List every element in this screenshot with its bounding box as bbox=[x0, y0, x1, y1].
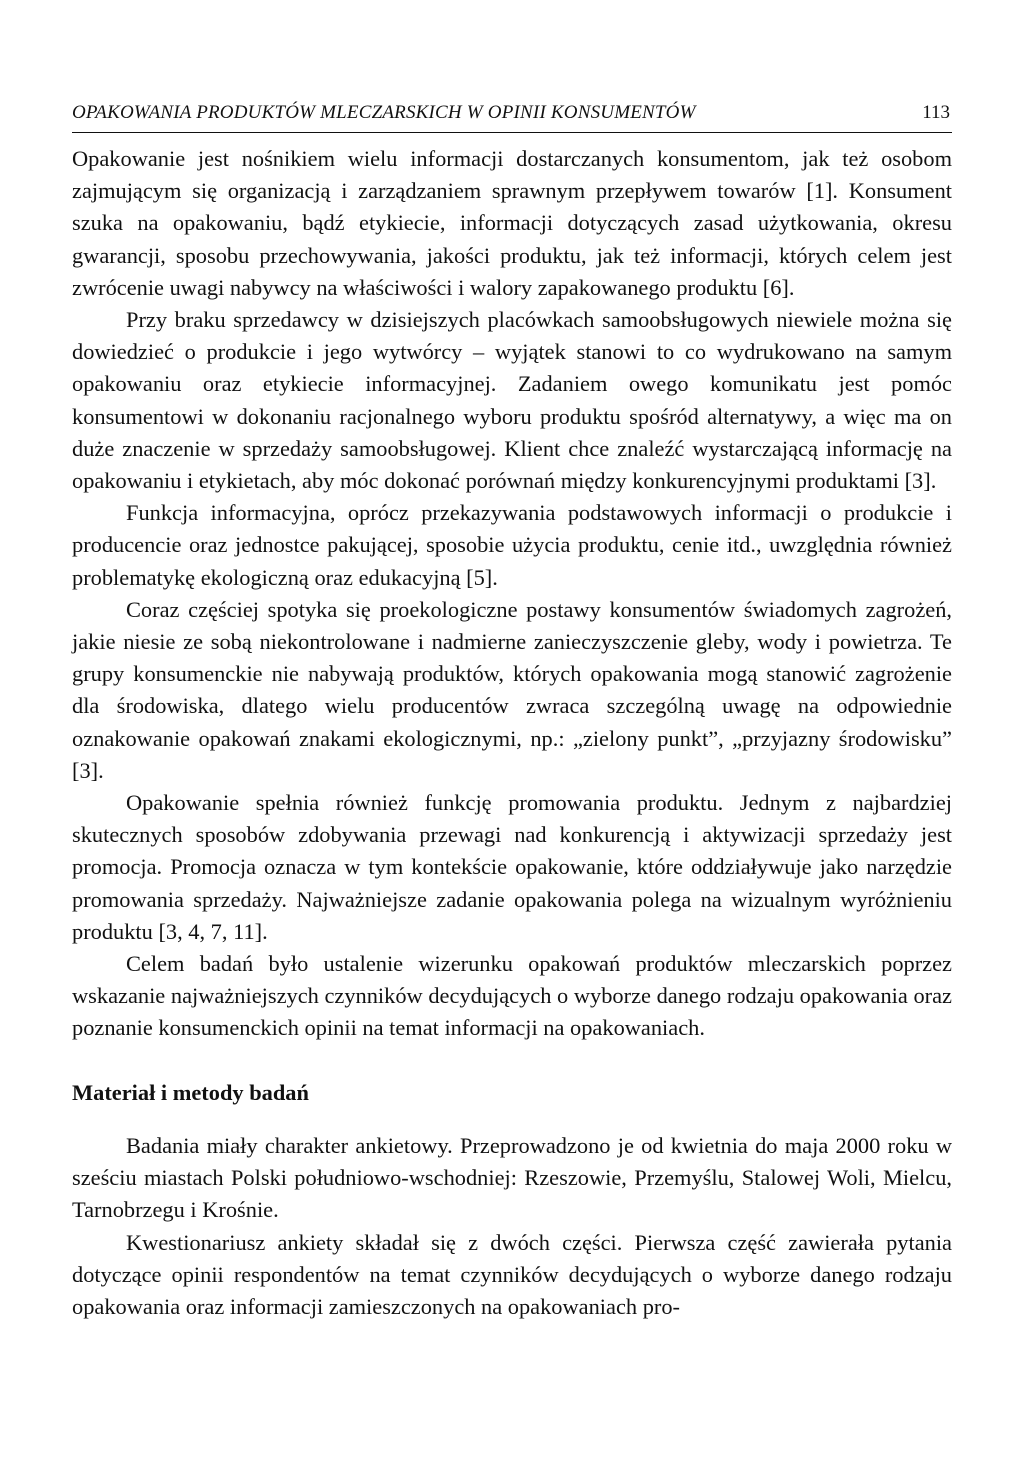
paragraph: Opakowanie jest nośnikiem wielu informacji dostarczanych konsumentom, jak też osobom zajmującym się organizacją i zarządzaniem sprawnym przepływem towarów [1]. Konsument szuka na opakowaniu, bądź etykiecie, informacji dotyczących zasad użytkowania, okresu gwarancji, sposobu przechowywania, jakości produktu, jak też informacji, których celem jest zwrócenie uwagi nabywcy na właściwości i walory zapakowanego produktu [6]. bbox=[72, 146, 952, 300]
running-title: OPAKOWANIA PRODUKTÓW MLECZARSKICH W OPINII KONSUMENTÓW bbox=[72, 102, 696, 123]
paragraph: Opakowanie spełnia również funkcję promowania produktu. Jednym z najbardziej skutecznych sposobów zdobywania przewagi nad konkurencją i aktywizacji sprzedaży jest promocja. Promocja oznacza w tym kontekście opakowanie, które oddziaływuje jako narzędzie promowania sprzedaży. Najważniejsze zadanie opakowania polega na wizualnym wyróżnieniu produktu [3, 4, 7, 11]. bbox=[72, 790, 952, 944]
paragraph: Funkcja informacyjna, oprócz przekazywania podstawowych informacji o produkcie i producencie oraz jednostce pakującej, sposobie użycia produktu, cenie itd., uwzględnia również problematykę ekologiczną oraz edukacyjną [5]. bbox=[72, 500, 952, 590]
paragraph: Badania miały charakter ankietowy. Przeprowadzono je od kwietnia do maja 2000 roku w sześciu miastach Polski południowo-wschodniej: Rzeszowie, Przemyślu, Stalowej Woli, Mielcu, Tarnobrzegu i Krośnie. bbox=[72, 1132, 952, 1223]
paragraph: Kwestionariusz ankiety składał się z dwóch części. Pierwsza część zawierała pytania dotyczące opinii respondentów na temat czynników decydujących o wyborze danego rodzaju opakowania oraz informacji zamieszczonych na opakowaniach pro- bbox=[72, 1229, 952, 1319]
paragraph: Celem badań było ustalenie wizerunku opakowań produktów mleczarskich poprzez wskazanie najważniejszych czynników decydujących o wyborze danego rodzaju opakowania oraz poznanie konsumenckich opinii na temat informacji na opakowaniach. bbox=[72, 951, 952, 1041]
paragraph: Coraz częściej spotyka się proekologiczne postawy konsumentów świadomych zagrożeń, jakie niesie ze sobą niekontrolowane i nadmierne zanieczyszczenie gleby, wody i powietrza. Te grupy konsumenckie nie nabywają produktów, których opakowania mogą stanowić zagrożenie dla środowiska, dlatego wielu producentów zwraca szczególną uwagę na odpowiednie oznakowanie opakowań znakami ekologicznymi, np.: „zielony punkt”, „przyjazny środowisku” [3]. bbox=[72, 596, 952, 783]
running-header bbox=[72, 98, 952, 133]
section-heading: Materiał i metody badań bbox=[72, 1079, 309, 1105]
paragraph: Przy braku sprzedawcy w dzisiejszych placówkach samoobsługowych niewiele można się dowiedzieć o produkcie i jego wytwórcy – wyjątek stanowi to co wydrukowano na samym opakowaniu oraz etykiecie informacyjnej. Zadaniem owego komunikatu jest pomóc konsumentowi w dokonaniu racjonalnego wyboru produktu spośród alternatywy, a więc ma on duże znaczenie w sprzedaży samoobsługowej. Klient chce znaleźć wystarczającą informację na opakowaniu i etykietach, aby móc dokonać porównań między konkurencyjnymi produktami [3]. bbox=[72, 307, 952, 494]
page-number: 113 bbox=[922, 102, 950, 123]
body-text bbox=[72, 143, 952, 1323]
